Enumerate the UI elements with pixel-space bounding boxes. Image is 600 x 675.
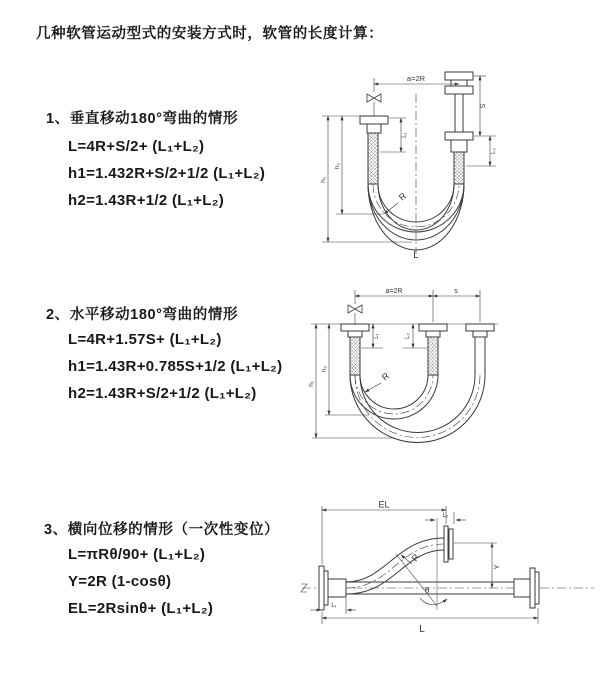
radius-label: R — [409, 552, 422, 564]
right-flange — [530, 568, 535, 608]
dimension-lines — [311, 290, 498, 438]
right-flange-shifted — [466, 324, 494, 331]
section-3-formula-L: L=πRθ/90+ (L₁+L₂) — [68, 546, 206, 563]
right-flange-lower — [445, 132, 473, 140]
section-2-formula-L: L=4R+1.57S+ (L₁+L₂) — [68, 331, 222, 348]
dim-label-h1: h₁ — [320, 177, 327, 183]
right-flange-hub — [514, 579, 530, 597]
theta-label: θ — [425, 586, 430, 595]
top-flange — [444, 526, 448, 562]
dim-label-s: s — [454, 288, 458, 295]
braided-hose-left — [350, 337, 360, 375]
middle-flange — [419, 324, 447, 331]
braided-hose-middle — [428, 337, 438, 375]
valve-icon — [367, 94, 381, 102]
diagram-vertical-180 — [312, 64, 592, 260]
radius-label: R — [396, 190, 409, 203]
dim-label-a2r: a=2R — [406, 74, 426, 83]
braided-hose-right — [454, 152, 464, 184]
section-1-formula-L: L=4R+S/2+ (L₁+L₂) — [68, 138, 205, 155]
section-2-formula-h1: h1=1.43R+0.785S+1/2 (L₁+L₂) — [68, 358, 283, 375]
hose-u-bend — [341, 305, 494, 443]
section-3-heading: 3、横向位移的情形（一次性变位） — [44, 522, 280, 538]
dim-label-h2: h₂ — [321, 365, 328, 373]
dimension-lines — [310, 506, 538, 624]
dim-label-l1: L₁ — [331, 603, 337, 609]
diagram-horizontal-180 — [303, 284, 593, 454]
left-flange — [319, 566, 324, 610]
section-1-heading: 1、垂直移动180°弯曲的情形 — [46, 111, 239, 127]
section-3-formula-Y: Y=2R (1-cosθ) — [68, 573, 172, 590]
braided-hose-left — [368, 133, 378, 184]
section-1-formula-h2: h2=1.43R+1/2 (L₁+L₂) — [68, 192, 225, 209]
section-3-formula-EL: EL=2Rsinθ+ (L₁+L₂) — [68, 600, 214, 617]
dim-label-h1: h₁ — [308, 381, 315, 387]
left-flange — [360, 116, 388, 124]
dim-label-el: EL — [378, 499, 390, 510]
radius-label: R — [379, 370, 392, 383]
diagram-lateral-displacement — [298, 498, 598, 643]
section-2-formula-h2: h2=1.43R+S/2+1/2 (L₁+L₂) — [68, 385, 257, 402]
dim-label-l1: L₁ — [402, 132, 408, 138]
hose-s-curve — [301, 526, 594, 610]
left-flange — [341, 324, 369, 331]
section-1-formula-h1: h1=1.432R+S/2+1/2 (L₁+L₂) — [68, 165, 266, 182]
dim-label-l: L — [419, 624, 425, 635]
dim-label-s: S — [480, 103, 487, 109]
dimension-lines — [322, 76, 496, 242]
dim-label-l1: L₁ — [374, 333, 380, 339]
hose-u-bend — [360, 72, 473, 254]
dim-label-l2: L₂ — [442, 513, 449, 519]
length-label: L — [413, 250, 419, 261]
dim-label-l2: L₂ — [405, 333, 411, 339]
dim-label-y: Y — [492, 564, 501, 570]
valve-icon — [348, 305, 362, 313]
section-2-heading: 2、水平移动180°弯曲的情形 — [46, 307, 239, 323]
page-title: 几种软管运动型式的安装方式时，软管的长度计算： — [36, 26, 384, 42]
dim-label-h2: h₂ — [334, 162, 341, 170]
dim-label-a2r: a=2R — [385, 288, 403, 295]
dim-label-l2: L₂ — [491, 148, 497, 154]
right-flange-top — [445, 72, 473, 80]
